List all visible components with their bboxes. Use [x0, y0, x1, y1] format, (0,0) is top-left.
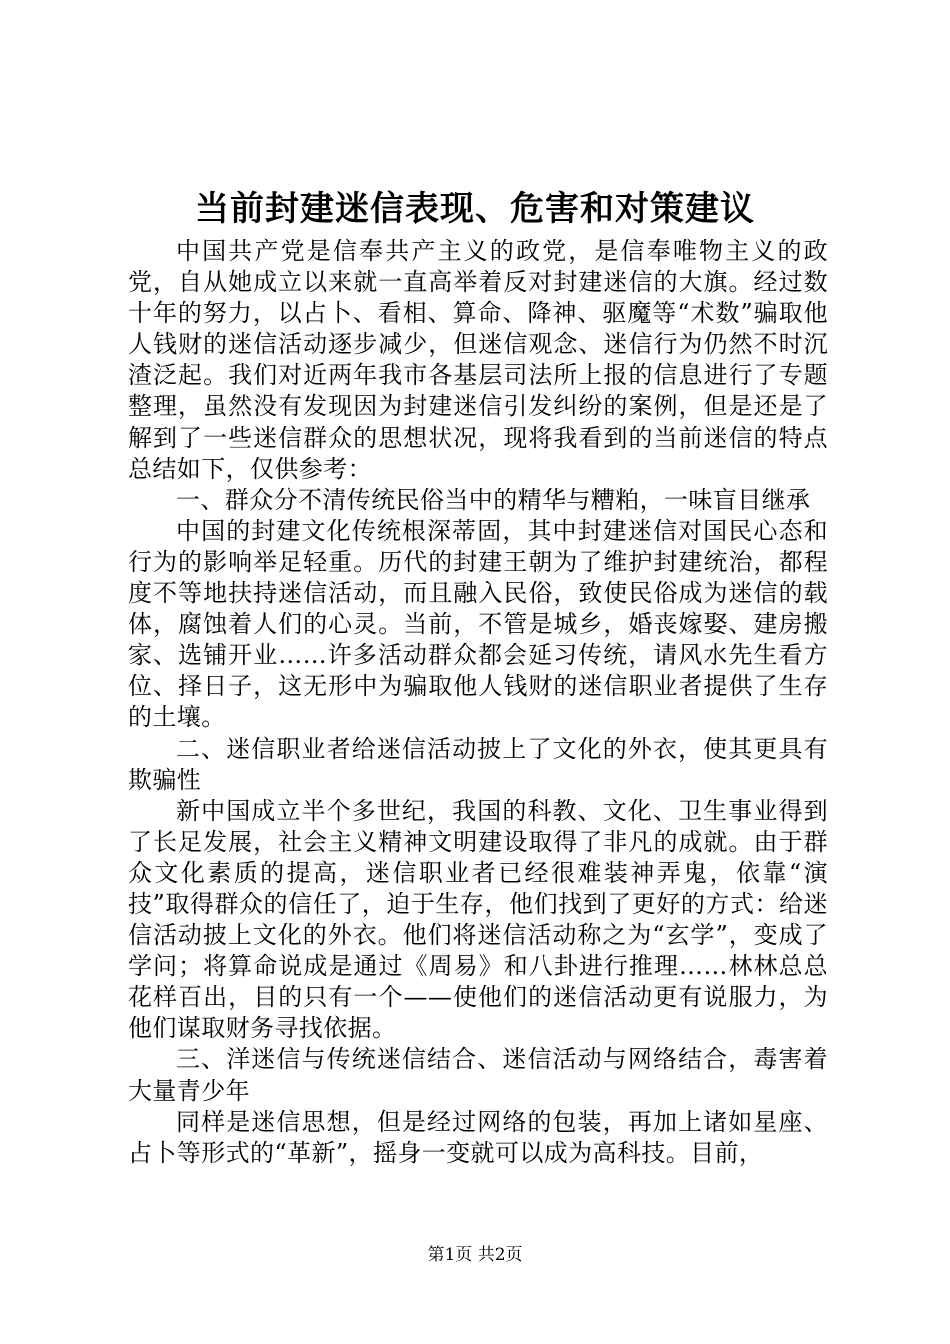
page-footer [0, 1244, 950, 1266]
document-body [128, 236, 828, 1169]
body-paragraph: 中国共产党是信奉共产主义的政党，是信奉唯物主义的政党，自从她成立以来就一直高举着反对封建迷信的大旗。经过数十年的努力，以占卜、看相、算命、降神、驱魔等“术数”骗取他人钱财的迷信活动逐步减少，但迷信观念、迷信行为仍然不时沉渣泛起。我们对近两年我市各基层司法所上报的信息进行了专题整理，虽然没有发现因为封建迷信引发纠纷的案例，但是还是了解到了一些迷信群众的思想状况，现将我看到的当前迷信的特点总结如下，仅供参考： [128, 237, 828, 483]
body-paragraph: 中国的封建文化传统根深蒂固，其中封建迷信对国民心态和行为的影响举足轻重。历代的封建王朝为了维护封建统治，都程度不等地扶持迷信活动，而且融入民俗，致使民俗成为迷信的载体，腐蚀着人们的心灵。当前，不管是城乡，婚丧嫁娶、建房搬家、选铺开业……许多活动群众都会延习传统，请风水先生看方位、择日子，这无形中为骗取他人钱财的迷信职业者提供了生存的土壤。 [128, 516, 828, 732]
body-paragraph: 新中国成立半个多世纪，我国的科教、文化、卫生事业得到了长足发展，社会主义精神文明建设取得了非凡的成就。由于群众文化素质的提高，迷信职业者已经很难装神弄鬼，依靠“演技”取得群众的信任了，迫于生存，他们找到了更好的方式：给迷信活动披上文化的外衣。他们将迷信活动称之为“玄学”，变成了学问；将算命说成是通过《周易》和八卦进行推理……林林总总花样百出，目的只有一个——使他们的迷信活动更有说服力，为他们谋取财务寻找依据。 [128, 796, 828, 1043]
section-heading-3: 三、洋迷信与传统迷信结合、迷信活动与网络结合，毒害着大量青少年 [128, 1045, 828, 1105]
page-number: 第1页 共2页 [427, 1245, 523, 1265]
body-paragraph: 同样是迷信思想，但是经过网络的包装，再加上诸如星座、占卜等形式的“革新”，摇身一变就可以成为高科技。目前， [128, 1107, 828, 1167]
document-title: 当前封建迷信表现、危害和对策建议 [195, 189, 755, 229]
section-heading-1: 一、群众分不清传统民俗当中的精华与糟粕，一味盲目继承 [176, 485, 811, 514]
section-heading-2: 二、迷信职业者给迷信活动披上了文化的外衣，使其更具有欺骗性 [128, 734, 828, 794]
